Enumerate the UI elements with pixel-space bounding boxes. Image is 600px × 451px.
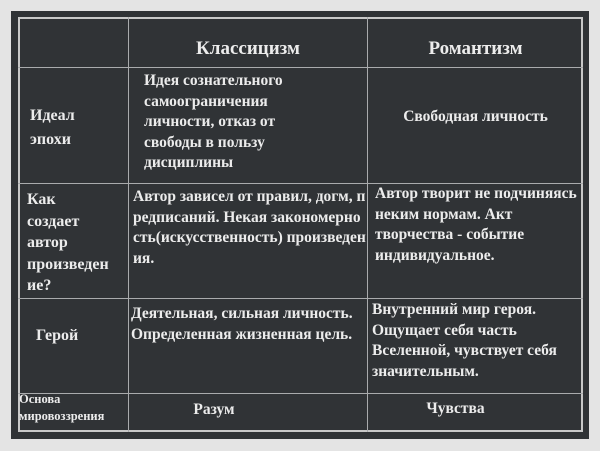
cell-classicism-hero: Деятельная, сильная личность. Определенная жизненная цель. [131, 305, 353, 343]
label-line: создает [27, 212, 80, 230]
cell-romanticism-worldview: Чувства [426, 400, 485, 417]
cell-classicism-author: Автор зависел от правил, догм, предписаний. Некая закономерность(искусственность) произведения. [133, 188, 366, 267]
column-divider [128, 17, 129, 432]
row-divider [18, 67, 583, 68]
row-label-author [27, 189, 127, 297]
label-line: Основа [19, 392, 61, 406]
cell-romanticism-hero: Внутренний мир героя. Ощущает себя часть Вселенной, чувствует себя значительным. [372, 301, 557, 380]
label-line: произведен [27, 255, 109, 273]
cell-classicism-ideal: Идея сознательного самоограничения личности, отказ от свободы в пользу дисциплины [144, 72, 283, 171]
cell-romanticism-author: Автор творит не подчиняясь неким нормам. Акт творчества - событие индивидуальное. [375, 185, 577, 264]
label-line: эпохи [30, 131, 71, 148]
label-line: мировоззрения [19, 409, 105, 423]
row-label-ideal [30, 104, 125, 152]
row-label-hero: Герой [36, 327, 79, 344]
column-divider [367, 17, 368, 432]
label-line: автор [27, 234, 68, 251]
label-line: Идеал [30, 107, 75, 124]
header-classicism: Классицизм [196, 38, 300, 59]
cell-classicism-worldview: Разум [193, 401, 235, 418]
header-romanticism: Романтизм [428, 38, 523, 59]
row-divider [18, 298, 583, 299]
label-line: ие? [27, 277, 52, 294]
row-label-worldview [19, 391, 129, 425]
label-line: Как [27, 191, 56, 208]
cell-romanticism-ideal: Свободная личность [403, 108, 548, 125]
